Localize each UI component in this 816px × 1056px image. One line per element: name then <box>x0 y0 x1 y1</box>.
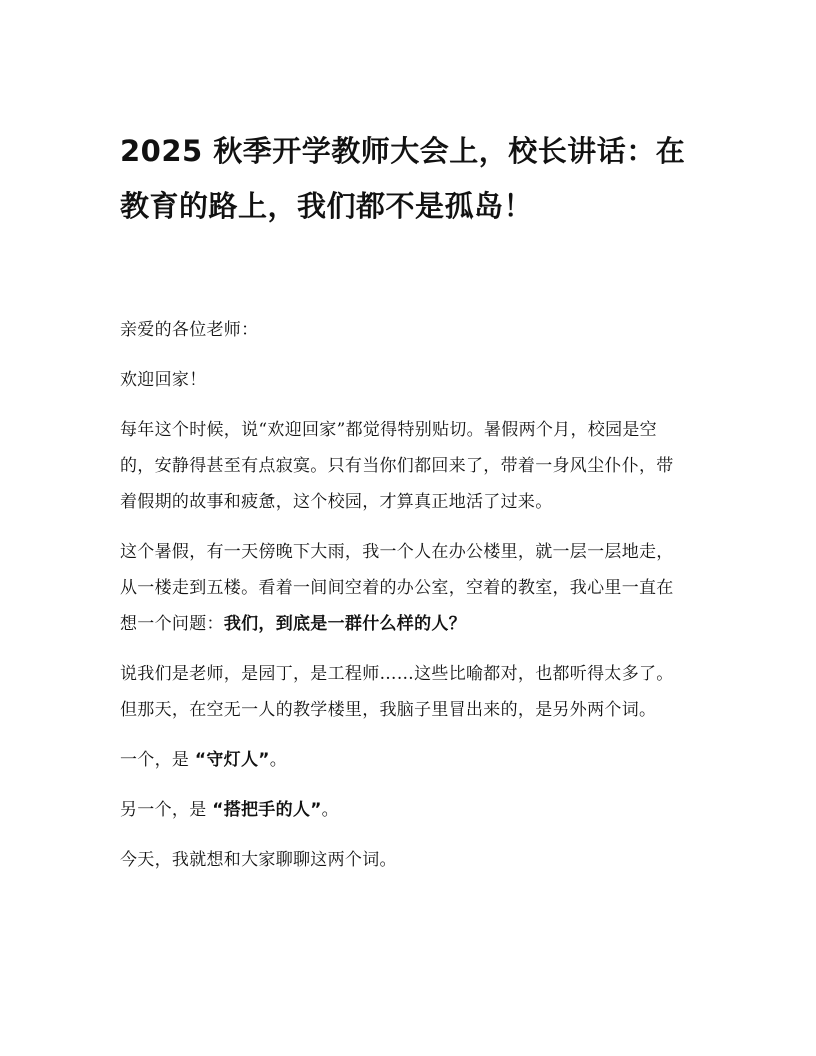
paragraph-text: 欢迎回家！ <box>120 370 207 390</box>
paragraph-emphasis: “守灯人” <box>194 750 270 770</box>
paragraph-greeting <box>120 312 690 348</box>
paragraph-metaphors <box>120 656 690 728</box>
paragraph-question <box>120 534 690 642</box>
paragraph-tail: 。 <box>321 800 339 820</box>
paragraph-helper <box>120 792 690 828</box>
paragraph-text: 亲爱的各位老师： <box>120 320 259 340</box>
paragraph-emphasis: “搭把手的人” <box>212 800 322 820</box>
paragraph-text: 一个，是 <box>120 750 195 770</box>
document-body <box>120 312 690 878</box>
paragraph-emphasis: 我们，到底是一群什么样的人？ <box>223 614 467 634</box>
paragraph-text: 说我们是老师，是园丁，是工程师……这些比喻都对，也都听得太多了。但那天，在空无一人的教学楼里，我脑子里冒出来的，是另外两个词。 <box>120 664 674 720</box>
paragraph-text: 这个暑假，有一天傍晚下大雨，我一个人在办公楼里，就一层一层地走，从一楼走到五楼。看着一间间空着的办公室，空着的教室，我心里一直在想一个问题： <box>120 542 674 634</box>
document-page <box>120 124 690 892</box>
paragraph-welcome <box>120 362 690 398</box>
paragraph-text: 另一个，是 <box>120 800 213 820</box>
paragraph-closing <box>120 842 690 878</box>
document-title: 2025 秋季开学教师大会上，校长讲话：在教育的路上，我们都不是孤岛！ <box>120 134 686 223</box>
paragraph-lamp-keeper <box>120 742 690 778</box>
paragraph-tail: 。 <box>269 750 288 770</box>
paragraph-text: 每年这个时候，说“欢迎回家”都觉得特别贴切。暑假两个月，校园是空的，安静得甚至有点寂寞。只有当你们都回来了，带着一身风尘仆仆，带着假期的故事和疲惫，这个校园，才算真正地活了过来。 <box>120 420 674 512</box>
paragraph-text: 今天，我就想和大家聊聊这两个词。 <box>120 850 397 870</box>
paragraph-campus <box>120 412 690 520</box>
